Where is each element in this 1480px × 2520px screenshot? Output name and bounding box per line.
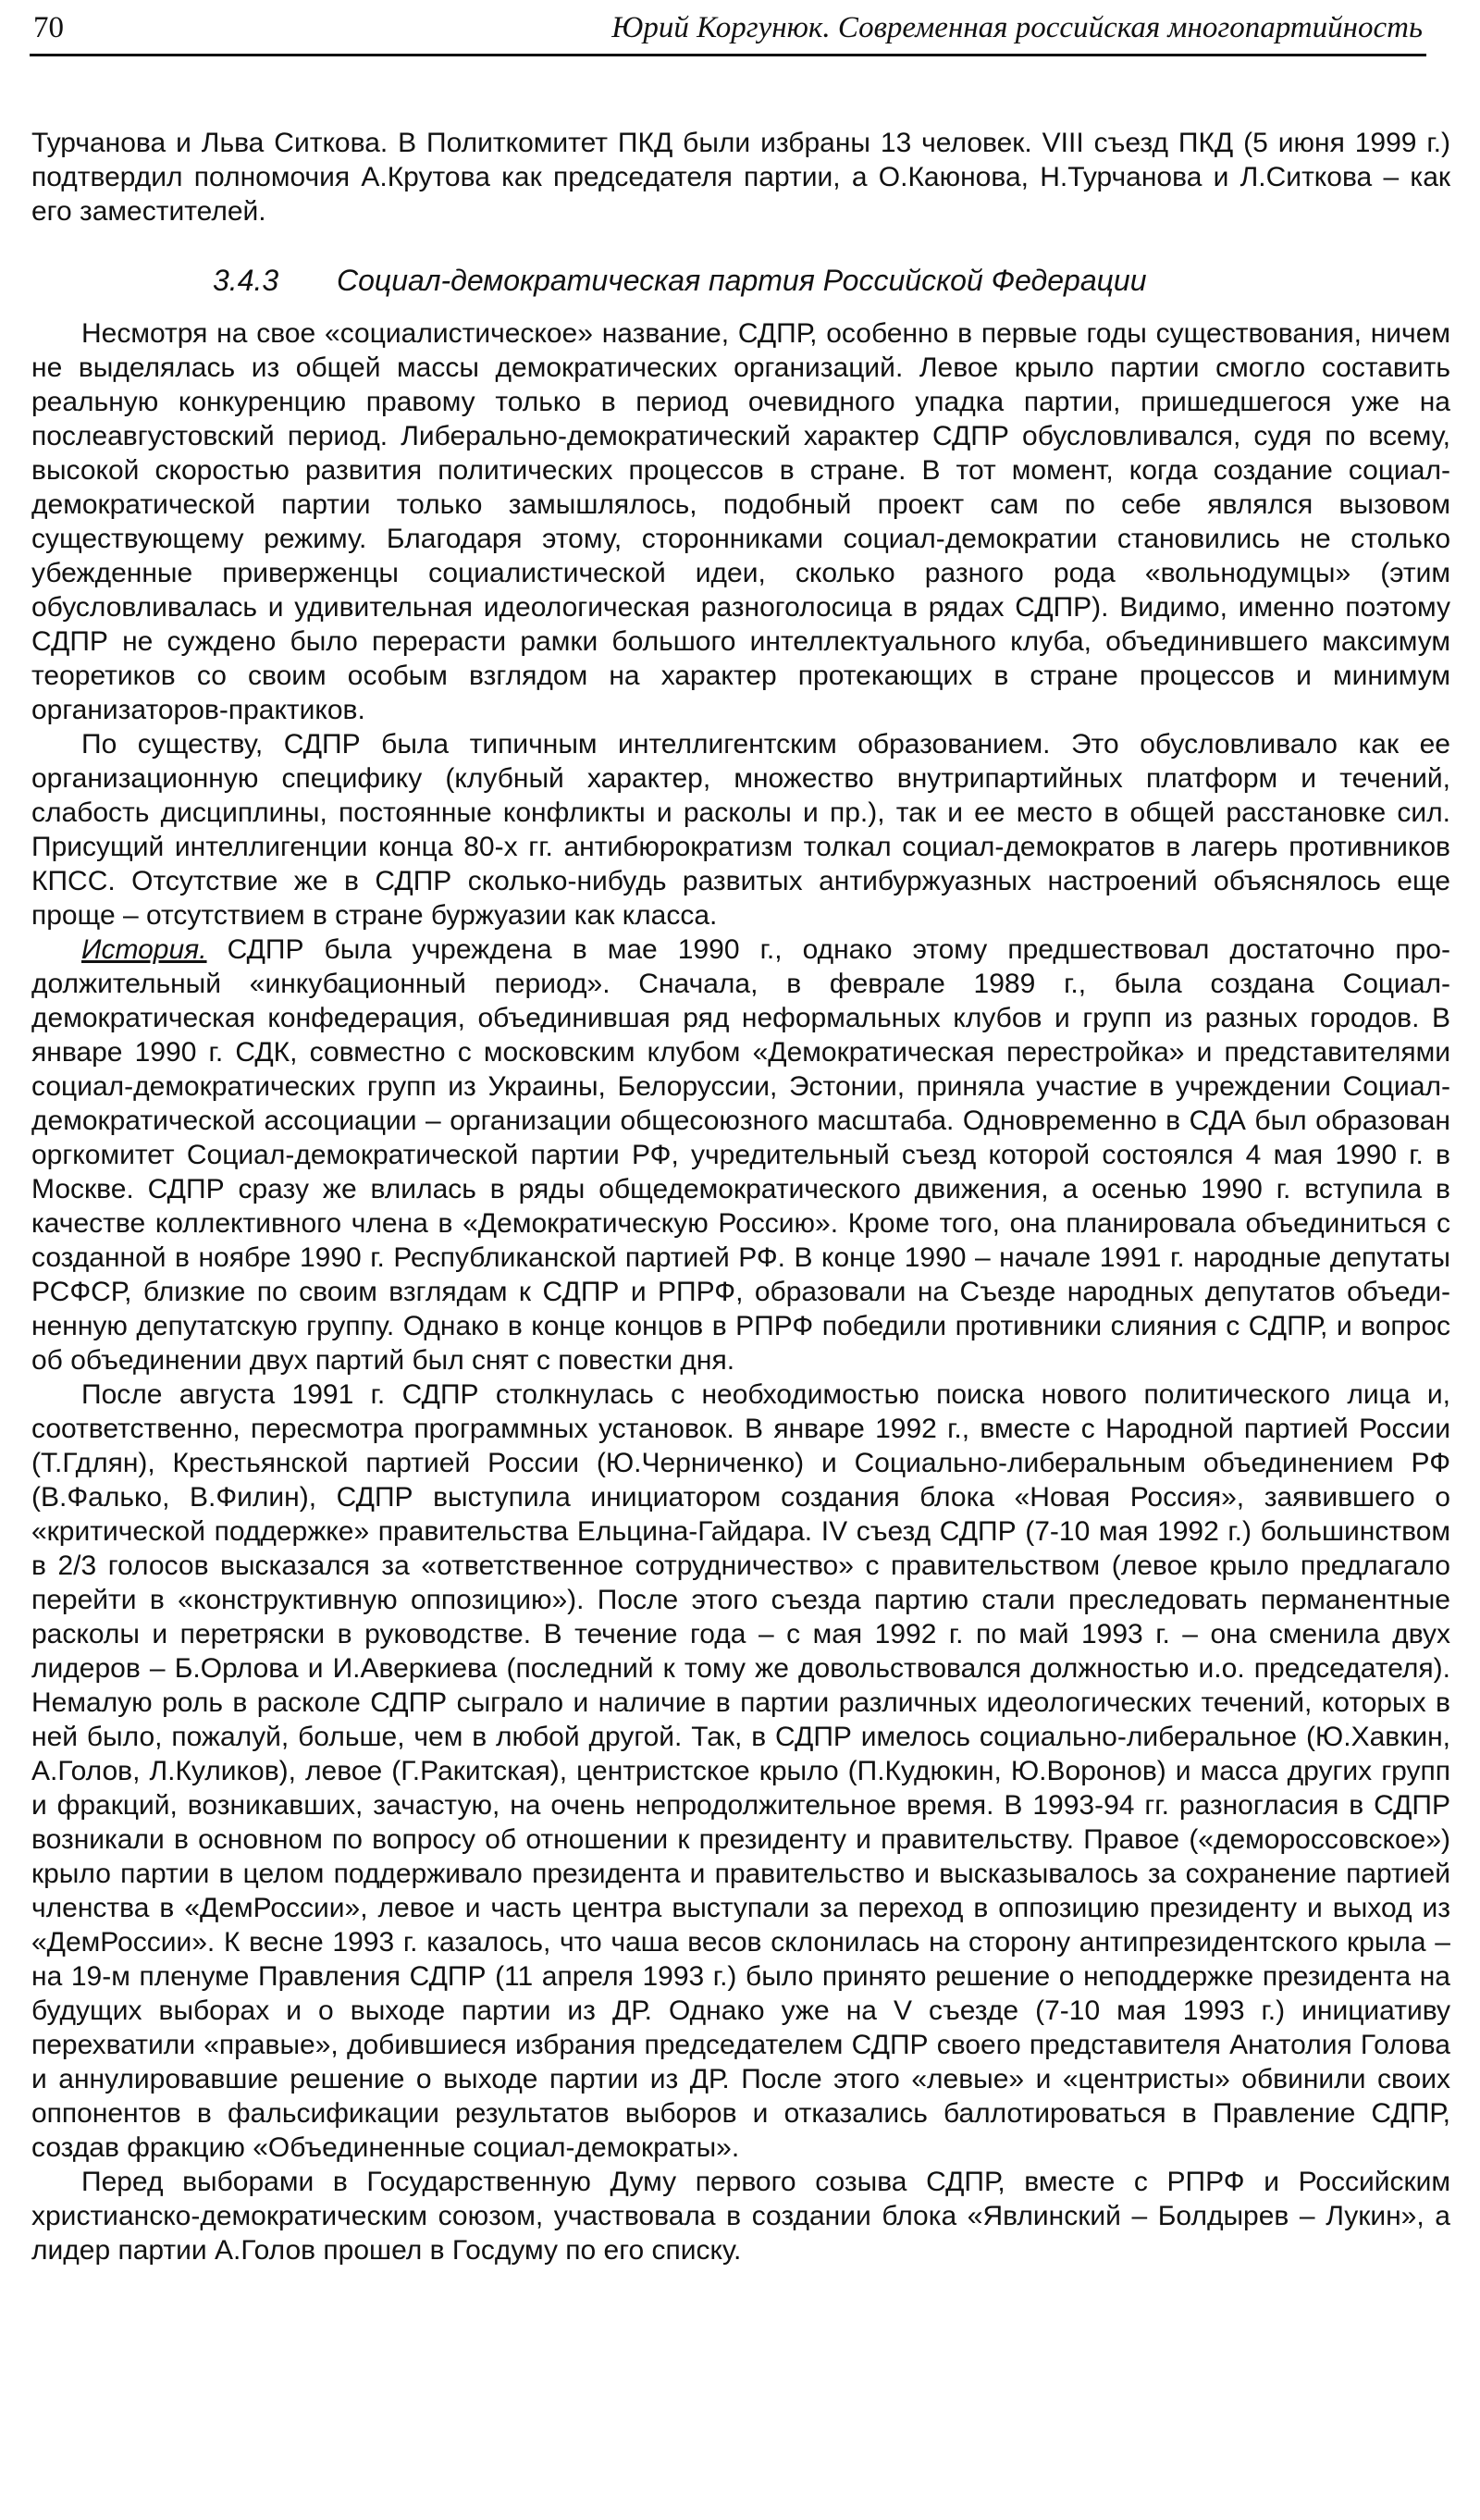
intro-paragraph: Турчанова и Льва Ситкова. В Политкомитет ПКД были избраны 13 человек. VIII съезд ПКД (5 июня 1999 г.) подтвердил полномочия А.Крутова как председателя партии, а О.Каюнова, Н.Турчанова и Л.Ситкова – как его заместителей. <box>31 128 1450 227</box>
running-header <box>30 7 1426 56</box>
paragraph: По существу, СДПР была типичным интеллигентским образованием. Это обусловливало как ее организационную специфику (клубный характер, множество внутрипартийных платформ и течений, слабость дисциплины, постоянные конфликты и расколы и пр.), так и ее место в общей расстановке сил. Присущий интеллигенции конца 80-х гг. антибюрократизм толкал социал-демократов в лагерь противников КПСС. Отсутствие же в СДПР сколько-нибудь развитых антибуржуазных настроений объяснялось еще проще – отсутствием в стране буржуазии как класса. <box>31 729 1450 931</box>
history-paragraph <box>31 933 1450 1377</box>
paragraph: Несмотря на свое «социалистическое» название, СДПР, особенно в первые годы существования, ничем не выделялась из общей массы демократических организаций. Левое крыло партии смогло составить реальную конкуренцию правому только в период очевидного упадка партии, пришедшегося уже на послеавгустовский период. Либерально-демократический характер СДПР обусловливался, судя по всему, высокой скоростью развития политических процессов в стране. В тот момент, когда создание социал-демократической партии только замышлялось, подобный проект сам по себе являлся вызовом существующему режиму. Благодаря этому, сторонниками социал-демократии становились не столько убежденные приверженцы социалистической идеи, сколько разного рода «вольнодумцы» (этим обусловливалась и удивительная идеологическая разноголосица в рядах СДПР). Видимо, именно поэтому СДПР не суждено было перерасти рамки большого интеллектуального клуба, объединившего максимум теоретиков со своим особым взглядом на характер протекающих в стране процессов и минимум организаторов-практиков. <box>31 318 1450 725</box>
running-header-title: Юрий Коргунюк. Современная российская многопартийность <box>611 11 1423 44</box>
history-label: История. <box>81 934 207 965</box>
section-heading <box>31 262 1450 299</box>
page-number: 70 <box>33 11 64 44</box>
body-text <box>31 126 1450 2267</box>
paragraph: Перед выборами в Государственную Думу первого созыва СДПР, вместе с РПРФ и Российским христианско-демократическим союзом, участвовала в создании блока «Явлинский – Болдырев – Лукин», а лидер партии А.Голов прошел в Госдуму по его списку. <box>31 2167 1450 2266</box>
section-number: 3.4.3 <box>213 264 279 297</box>
history-text: СДПР была учреждена в мае 1990 г., однако этому предшествовал достаточно продолжительный «инкубационный период». Сначала, в феврале 1989 г., была создана Социал-демократическая конфедерация, объединившая ряд неформальных клубов и групп из разных городов. В январе 1990 г. СДК, совместно с московским клубом «Демократическая перестройка» и представителями социал-демократических групп из Украины, Белоруссии, Эстонии, приняла участие в учреждении Социал-демократической ассоциации – организации общесоюзного масштаба. Одновременно в СДА был образован оргкомитет Социал-демократической партии РФ, учредительный съезд которой состоялся 4 мая 1990 г. в Москве. СДПР сразу же влилась в ряды общедемократического движения, а осенью 1990 г. вступила в качестве коллективного члена в «Демократическую Россию». Кроме того, она планировала объединиться с созданной в ноябре 1990 г. Республиканской партией РФ. В конце 1990 – начале 1991 г. народные депутаты РСФСР, близкие по своим взглядам к СДПР и РПРФ, образовали на Съезде народных депутатов объединенную депутатскую группу. Однако в конце концов в РПРФ победили противники слияния с СДПР, и вопрос об объединении двух партий был снят с повестки дня. <box>31 934 1450 1376</box>
section-title: Социал-демократическая партия Российской Федерации <box>337 264 1147 297</box>
paragraph: После августа 1991 г. СДПР столкнулась с необходимостью поиска нового политического лица и, соответственно, пересмотра программных установок. В январе 1992 г., вместе с Народной партией России (Т.Гдлян), Крестьянской партией России (Ю.Черниченко) и Социально-либеральным объединением РФ (В.Фалько, В.Филин), СДПР выступила инициатором создания блока «Новая Россия», заявившего о «критической поддержке» правительства Ельцина-Гайдара. IV съезд СДПР (7-10 мая 1992 г.) большинством в 2/3 голосов высказался за «ответственное сотрудничество» с правительством (левое крыло предлагало перейти в «конструктивную оппозицию»). После этого съезда партию стали преследовать перманентные расколы и перетряски в руководстве. В течение года – с мая 1992 г. по май 1993 г. – она сменила двух лидеров – Б.Орлова и И.Аверкиева (последний к тому же довольствовался должностью и.о. председателя). Немалую роль в расколе СДПР сыграло и наличие в партии различных идеологических течений, которых в ней было, пожалуй, больше, чем в любой другой. Так, в СДПР имелось социально-либеральное (Ю.Хавкин, А.Голов, Л.Куликов), левое (Г.Ракитская), центристское крыло (П.Кудюкин, Ю.Воронов) и масса других групп и фракций, возникавших, зачастую, на очень непродолжительное время. В 1993-94 гг. разногласия в СДПР возникали в основном по вопросу об отношении к президенту и правительству. Правое («демороссовское») крыло партии в целом поддерживало президента и правительство и высказывалось за сохранение партией членства в «ДемРоссии», левое и часть центра выступали за переход в оппозицию президенту и выход из «ДемРоссии». К весне 1993 г. казалось, что чаша весов склонилась на сторону антипрезидентского крыла – на 19-м пленуме Правления СДПР (11 апреля 1993 г.) было принято решение о неподдержке президента на будущих выборах и о выходе партии из ДР. Однако уже на V съезде (7-10 мая 1993 г.) инициативу перехватили «правые», добившиеся избрания председателем СДПР своего представителя Анатолия Голова и аннулировавшие решение о выходе партии из ДР. После этого «левые» и «центристы» обвинили своих оппонентов в фальсификации результатов выборов и отказались баллотироваться в Правление СДПР, создав фракцию «Объединенные социал-демократы». <box>31 1379 1450 2163</box>
